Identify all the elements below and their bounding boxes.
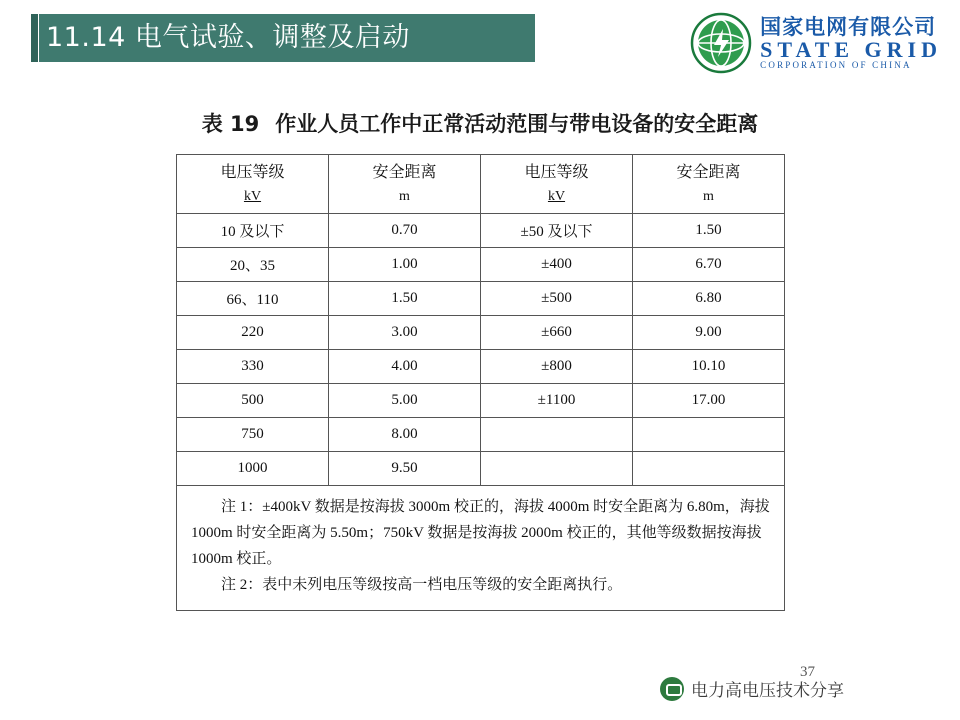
page-number: 37 xyxy=(800,664,815,680)
header-unit: m xyxy=(703,188,714,204)
table-cell: 3.00 xyxy=(329,316,481,350)
watermark-text: 电力高电压技术分享 xyxy=(691,681,844,701)
table-cell: 10 及以下 xyxy=(177,214,329,248)
header-label: 电压等级 xyxy=(524,164,589,181)
table-cell-empty xyxy=(481,418,633,452)
table-cell: 6.80 xyxy=(633,282,785,316)
table-cell: 330 xyxy=(177,350,329,384)
wechat-icon xyxy=(660,677,684,701)
table-cell-empty xyxy=(633,452,785,486)
table-cell: 1.50 xyxy=(329,282,481,316)
table-note: 注 2：表中未列电压等级按高一档电压等级的安全距离执行。 xyxy=(221,576,623,593)
table-caption-number: 表 19 xyxy=(201,112,260,136)
table-cell: 500 xyxy=(177,384,329,418)
table-row xyxy=(177,384,785,418)
table-notes-cell xyxy=(177,486,785,610)
logo-company-subtitle-en: CORPORATION OF CHINA xyxy=(760,59,912,70)
table-cell: 9.00 xyxy=(633,316,785,350)
table-row xyxy=(177,248,785,282)
table-row xyxy=(177,350,785,384)
title-accent-inner xyxy=(31,14,38,62)
safety-distance-table-wrap xyxy=(176,154,784,611)
table-caption xyxy=(0,108,960,138)
table-cell: ±500 xyxy=(481,282,633,316)
header-unit: kV xyxy=(243,188,262,204)
table-cell: ±400 xyxy=(481,248,633,282)
header-label: 电压等级 xyxy=(220,164,285,181)
table-header-cell xyxy=(177,155,329,214)
table-cell: 750 xyxy=(177,418,329,452)
table-cell: ±50 及以下 xyxy=(481,214,633,248)
table-cell: 10.10 xyxy=(633,350,785,384)
table-header-cell xyxy=(633,155,785,214)
table-cell: 220 xyxy=(177,316,329,350)
table-cell: 0.70 xyxy=(329,214,481,248)
table-cell-empty xyxy=(481,452,633,486)
table-header-row xyxy=(177,155,785,214)
state-grid-emblem-icon xyxy=(690,12,752,74)
table-cell: 4.00 xyxy=(329,350,481,384)
table-row xyxy=(177,452,785,486)
table-cell: 6.70 xyxy=(633,248,785,282)
wechat-watermark xyxy=(660,676,844,701)
logo-company-name-en: STATE GRID xyxy=(760,36,942,62)
header-unit: m xyxy=(399,188,410,204)
table-cell: 1.00 xyxy=(329,248,481,282)
safety-distance-table xyxy=(176,154,785,611)
table-cell: 8.00 xyxy=(329,418,481,452)
table-cell: 5.00 xyxy=(329,384,481,418)
table-notes-row xyxy=(177,486,785,610)
table-header-cell xyxy=(481,155,633,214)
table-cell-empty xyxy=(633,418,785,452)
table-note: 注 1：±400kV 数据是按海拔 3000m 校正的，海拔 4000m 时安全距离为 6.80m，海拔 1000m 时安全距离为 5.50m；750kV 数据是按海拔 2000m 校正的，其他等级数据按海拔 1000m 校正。 xyxy=(191,499,770,568)
logo-company-name-cn: 国家电网有限公司 xyxy=(760,14,937,39)
table-header-cell xyxy=(329,155,481,214)
table-cell: 1.50 xyxy=(633,214,785,248)
table-cell: 9.50 xyxy=(329,452,481,486)
table-cell: ±800 xyxy=(481,350,633,384)
page-title: 11.14 电气试验、调整及启动 xyxy=(46,22,410,53)
table-cell: ±1100 xyxy=(481,384,633,418)
table-row xyxy=(177,214,785,248)
table-row xyxy=(177,282,785,316)
table-row xyxy=(177,316,785,350)
header-label: 安全距离 xyxy=(676,164,741,181)
table-cell: ±660 xyxy=(481,316,633,350)
table-cell: 66、110 xyxy=(177,282,329,316)
header-label: 安全距离 xyxy=(372,164,437,181)
table-row xyxy=(177,418,785,452)
table-cell: 20、35 xyxy=(177,248,329,282)
state-grid-logo xyxy=(690,12,942,74)
header-unit: kV xyxy=(547,188,566,204)
table-caption-text: 作业人员工作中正常活动范围与带电设备的安全距离 xyxy=(275,112,759,136)
table-cell: 17.00 xyxy=(633,384,785,418)
table-cell: 1000 xyxy=(177,452,329,486)
